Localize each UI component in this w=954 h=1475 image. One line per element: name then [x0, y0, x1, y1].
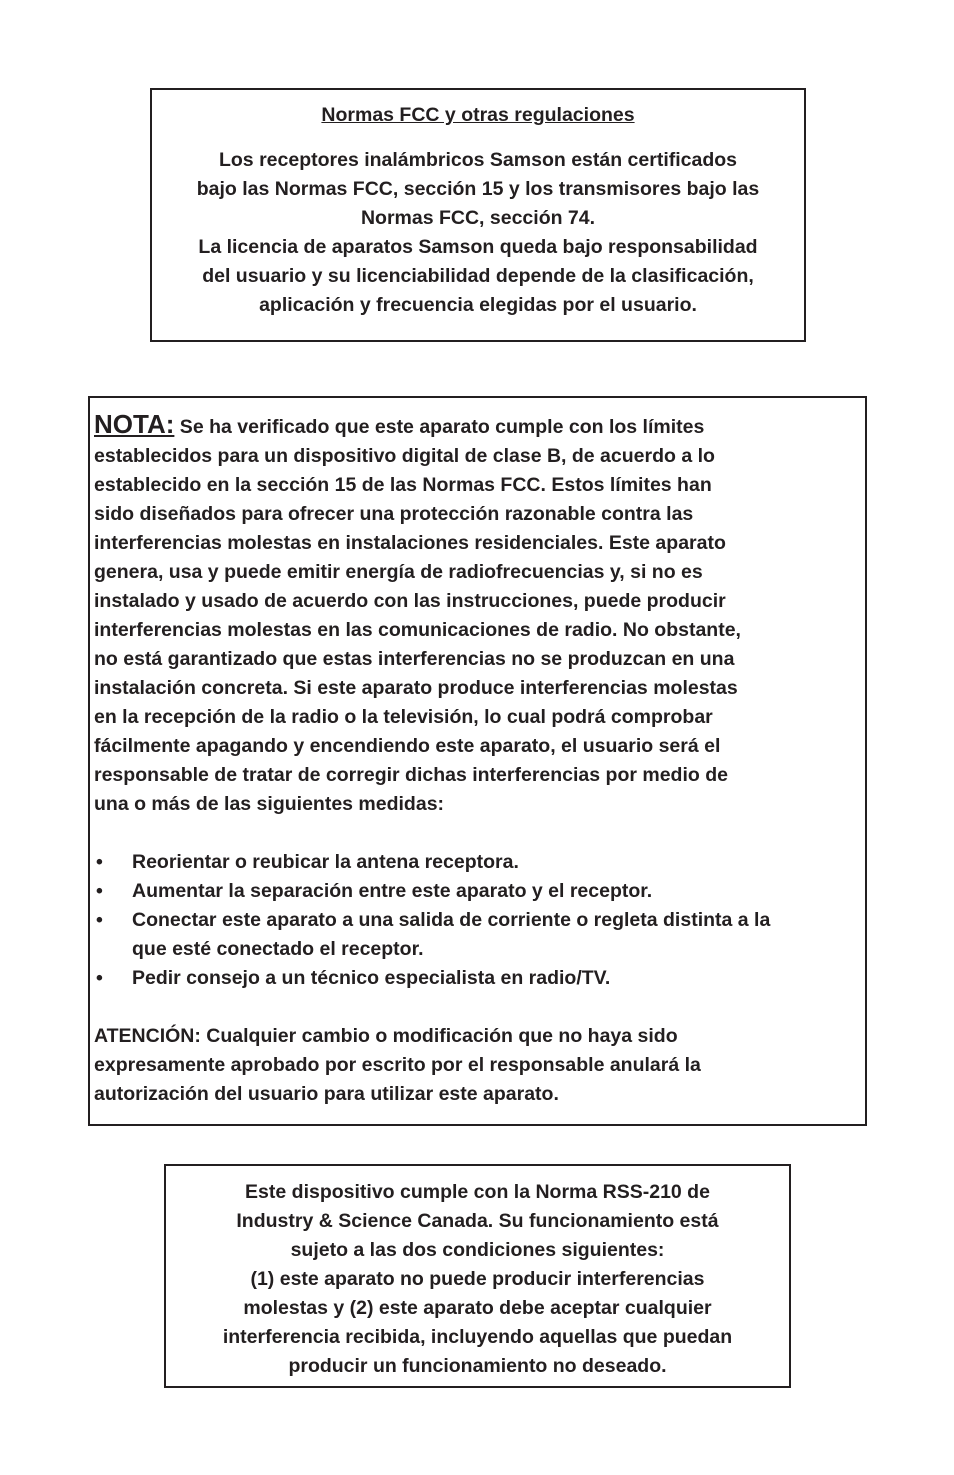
bullet-text: que esté conectado el receptor. — [132, 938, 424, 960]
canada-line: sujeto a las dos condiciones siguientes: — [290, 1239, 665, 1261]
bullet-item — [94, 906, 861, 935]
nota-line: no está garantizado que estas interferencias no se produzcan en una — [94, 648, 735, 670]
fcc-line: aplicación y frecuencia elegidas por el usuario. — [259, 294, 697, 316]
bullet-text: Aumentar la separación entre este aparato y el receptor. — [132, 880, 653, 902]
nota-first-line — [94, 410, 861, 442]
bullet-item — [94, 964, 861, 993]
bullet-icon: • — [96, 880, 103, 902]
nota-line: fácilmente apagando y encendiendo este aparato, el usuario será el — [94, 735, 721, 757]
bullet-item-continuation — [94, 935, 861, 964]
nota-first-text: Se ha verificado que este aparato cumple con los límites — [174, 416, 705, 438]
bullet-text: Conectar este aparato a una salida de corriente o regleta distinta a la — [132, 909, 771, 931]
nota-line: una o más de las siguientes medidas: — [94, 793, 445, 815]
bullet-text: Reorientar o reubicar la antena receptora. — [132, 851, 519, 873]
nota-line: instalado y usado de acuerdo con las instrucciones, puede producir — [94, 590, 726, 612]
canada-line: Este dispositivo cumple con la Norma RSS-210 de — [245, 1181, 710, 1203]
bullet-item — [94, 877, 861, 906]
nota-line: interferencias molestas en las comunicaciones de radio. No obstante, — [94, 619, 741, 641]
bullet-icon: • — [96, 851, 103, 873]
spacer — [94, 819, 861, 848]
nota-line: instalación concreta. Si este aparato produce interferencias molestas — [94, 677, 738, 699]
canada-line: interferencia recibida, incluyendo aquellas que puedan — [222, 1326, 733, 1348]
nota-line: responsable de tratar de corregir dichas interferencias por medio de — [94, 764, 728, 786]
warning-line: expresamente aprobado por escrito por el responsable anulará la — [94, 1054, 701, 1076]
nota-line: sido diseñados para ofrecer una protección razonable contra las — [94, 503, 694, 525]
nota-line: en la recepción de la radio o la televisión, lo cual podrá comprobar — [94, 706, 713, 728]
nota-label: NOTA: — [94, 409, 175, 439]
bullet-text: Pedir consejo a un técnico especialista en radio/TV. — [132, 967, 611, 989]
fcc-line: La licencia de aparatos Samson queda bajo responsabilidad — [198, 236, 758, 258]
canada-compliance-box — [164, 1164, 791, 1388]
spacer — [94, 993, 861, 1022]
nota-notice-box — [88, 396, 867, 1126]
canada-line: Industry & Science Canada. Su funcionamiento está — [236, 1210, 719, 1232]
canada-line: producir un funcionamiento no deseado. — [288, 1355, 667, 1377]
fcc-title: Normas FCC y otras regulaciones — [321, 104, 635, 126]
warning-line: ATENCIÓN: Cualquier cambio o modificación que no haya sido — [94, 1025, 678, 1047]
fcc-regulations-box — [150, 88, 806, 342]
nota-line: genera, usa y puede emitir energía de radiofrecuencias y, si no es — [94, 561, 703, 583]
nota-line: interferencias molestas en instalaciones residenciales. Este aparato — [94, 532, 726, 554]
nota-line: establecidos para un dispositivo digital de clase B, de acuerdo a lo — [94, 445, 715, 467]
bullet-icon: • — [96, 909, 103, 931]
fcc-line: Los receptores inalámbricos Samson están certificados — [218, 149, 738, 171]
bullet-item — [94, 848, 861, 877]
bullet-icon: • — [96, 967, 103, 989]
nota-line: establecido en la sección 15 de las Normas FCC. Estos límites han — [94, 474, 712, 496]
canada-line: molestas y (2) este aparato debe aceptar cualquier — [243, 1297, 712, 1319]
canada-line: (1) este aparato no puede producir interferencias — [250, 1268, 705, 1290]
fcc-line: bajo las Normas FCC, sección 15 y los transmisores bajo las — [196, 178, 760, 200]
fcc-line: Normas FCC, sección 74. — [360, 207, 596, 229]
warning-line: autorización del usuario para utilizar este aparato. — [94, 1083, 559, 1105]
fcc-line: del usuario y su licenciabilidad depende de la clasificación, — [202, 265, 754, 287]
